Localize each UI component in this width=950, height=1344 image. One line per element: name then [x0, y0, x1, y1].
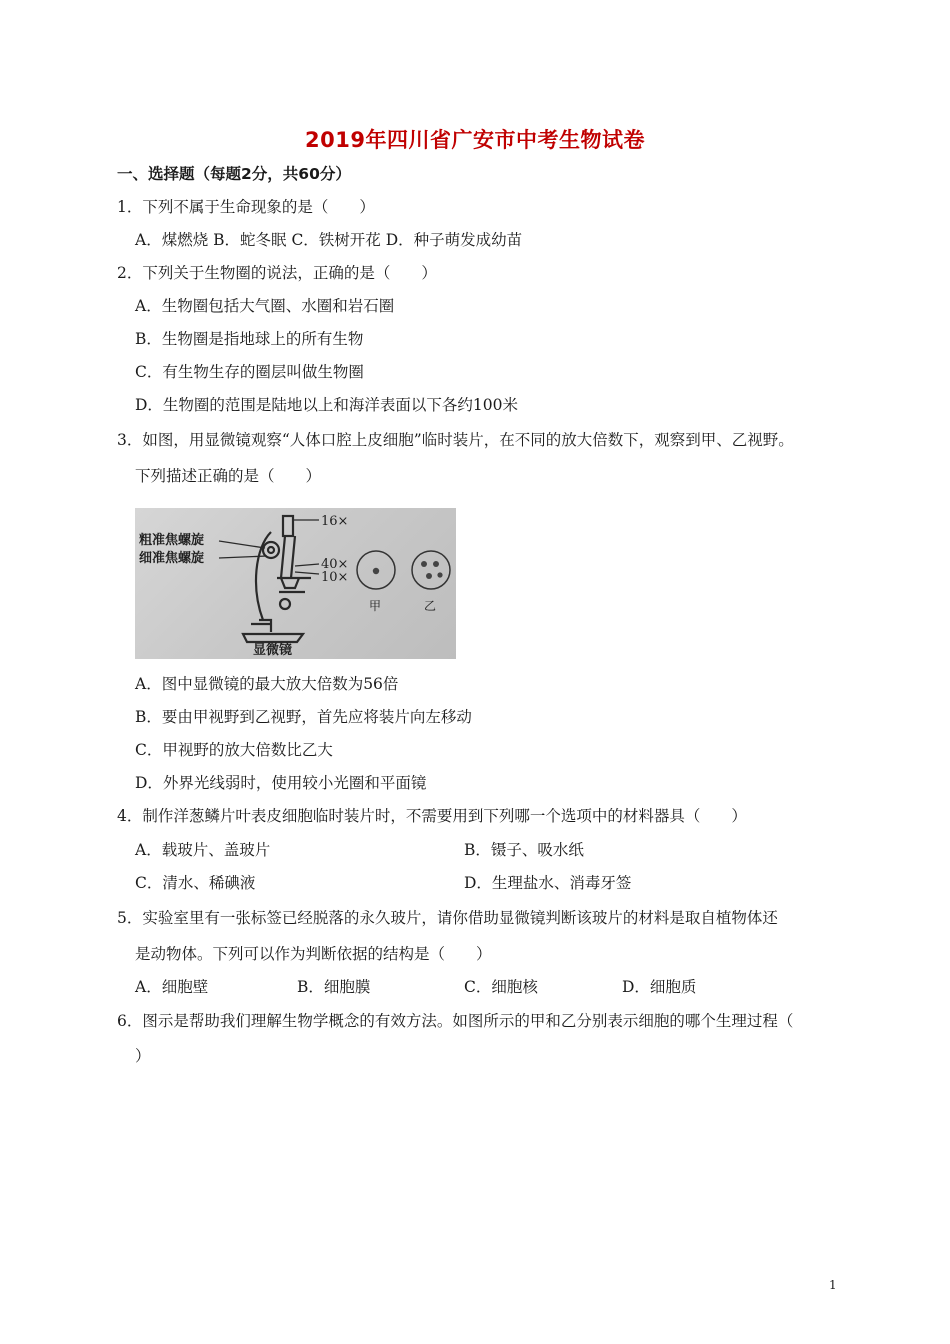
q2-stem: 2．下列关于生物圈的说法，正确的是（ ） [117, 264, 437, 282]
q3-stem-line2: 下列描述正确的是（ ） [135, 467, 322, 485]
label-eyepiece: 16× [321, 514, 349, 529]
q3-option-a: A．图中显微镜的最大放大倍数为56倍 [135, 675, 399, 693]
mirror [280, 599, 290, 609]
q3-option-c: C．甲视野的放大倍数比乙大 [135, 741, 333, 759]
q5-option-c: C．细胞核 [464, 978, 538, 996]
q4-option-c: C．清水、稀碘液 [135, 874, 256, 892]
q5-option-d: D．细胞质 [622, 978, 697, 996]
microscope-illustration [135, 508, 456, 659]
label-objective-10: 10× [321, 570, 349, 585]
label-fine-focus: 细准焦螺旋 [139, 551, 205, 566]
q2-option-a: A．生物圈包括大气圈、水圈和岩石圈 [135, 297, 395, 315]
section-heading: 一、选择题（每题2分，共60分） [117, 165, 351, 183]
page-number: 1 [829, 1278, 837, 1292]
q4-stem: 4．制作洋葱鳞片叶表皮细胞临时装片时，不需要用到下列哪一个选项中的材料器具（ ） [117, 807, 747, 825]
cell-yi-2 [433, 561, 439, 567]
q6-stem-line2: ） [135, 1047, 151, 1065]
exam-title: 2019年四川省广安市中考生物试卷 [305, 128, 645, 152]
q1-stem: 1．下列不属于生命现象的是（ ） [117, 198, 375, 216]
cell-yi-3 [426, 573, 432, 579]
q5-option-b: B．细胞膜 [297, 978, 371, 996]
q2-option-c: C．有生物生存的圈层叫做生物圈 [135, 363, 364, 381]
q2-option-d: D．生物圈的范围是陆地以上和海洋表面以下各约100米 [135, 396, 519, 414]
cell-jia [373, 568, 379, 574]
label-field-jia: 甲 [369, 599, 382, 613]
q3-stem-line1: 3．如图，用显微镜观察“人体口腔上皮细胞”临时装片，在不同的放大倍数下，观察到甲、乙视野。 [117, 431, 794, 449]
field-yi-circle [412, 551, 450, 589]
q4-option-b: B．镊子、吸水纸 [464, 841, 584, 859]
q5-stem-line1: 5．实验室里有一张标签已经脱落的永久玻片，请你借助显微镜判断该玻片的材料是取自植物体还 [117, 909, 778, 927]
q2-option-b: B．生物圈是指地球上的所有生物 [135, 330, 364, 348]
figure-caption: 显微镜 [253, 643, 293, 658]
cell-yi-4 [437, 572, 442, 577]
microscope-figure [135, 508, 456, 659]
q5-option-a: A．细胞壁 [135, 978, 209, 996]
q5-stem-line2: 是动物体。下列可以作为判断依据的结构是（ ） [135, 945, 492, 963]
q3-option-d: D．外界光线弱时，使用较小光圈和平面镜 [135, 774, 427, 792]
base [243, 634, 303, 642]
label-field-yi: 乙 [424, 599, 437, 613]
q1-options: A．煤燃烧 B．蛇冬眠 C．铁树开花 D．种子萌发成幼苗 [135, 231, 523, 249]
q4-option-d: D．生理盐水、消毒牙签 [464, 874, 632, 892]
cell-yi-1 [421, 561, 427, 567]
eyepiece-tube [283, 516, 293, 536]
body-tube [281, 536, 285, 578]
q3-option-b: B．要由甲视野到乙视野，首先应将装片向左移动 [135, 708, 472, 726]
q6-stem-line1: 6．图示是帮助我们理解生物学概念的有效方法。如图所示的甲和乙分别表示细胞的哪个生理过程（ [117, 1012, 794, 1030]
label-coarse-focus: 粗准焦螺旋 [139, 533, 205, 548]
q4-option-a: A．载玻片、盖玻片 [135, 841, 271, 859]
label-objective-40: 40× [321, 557, 349, 572]
